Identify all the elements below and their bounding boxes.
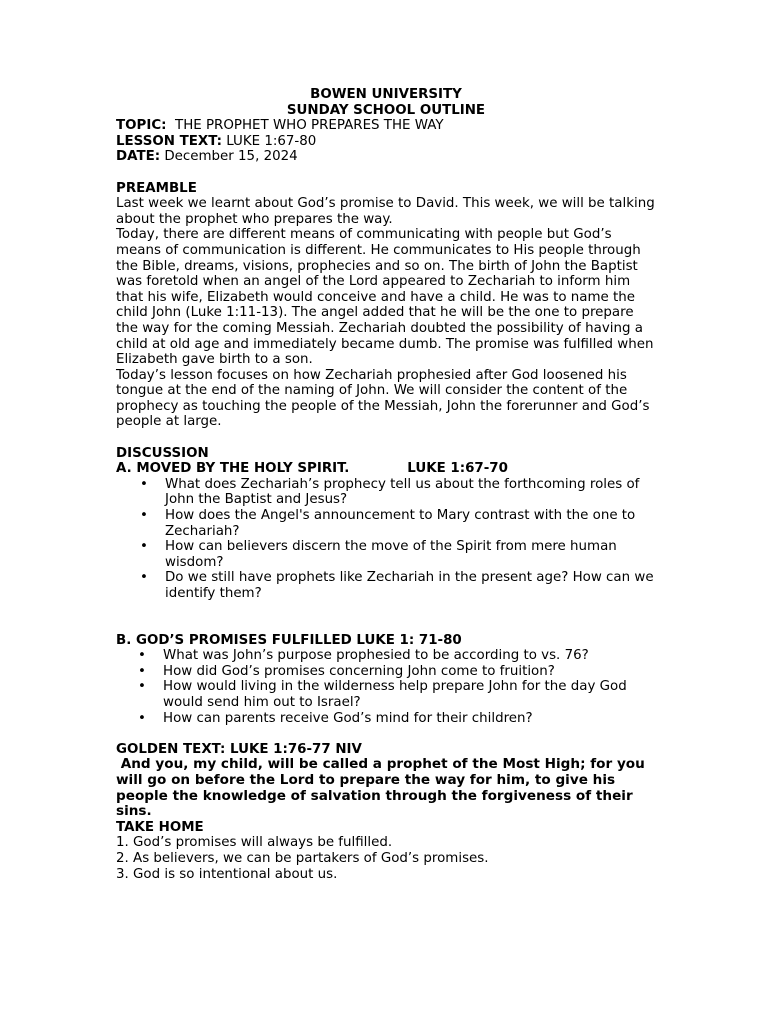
lesson-text-line — [116, 134, 656, 150]
section-b-questions — [116, 648, 656, 726]
lesson-text-value: LUKE 1:67-80 — [226, 133, 317, 149]
discussion-heading: DISCUSSION — [116, 445, 209, 461]
preamble-paragraph: Last week we learnt about God’s promise to David. This week, we will be talking about the prophet who prepares the way. — [116, 196, 655, 227]
list-item: • What was John’s purpose prophesied to be according to vs. 76? — [116, 648, 656, 664]
take-home-item: 2. As believers, we can be partakers of God’s promises. — [116, 850, 489, 866]
section-a-questions — [116, 477, 656, 602]
spacer — [116, 726, 656, 742]
preamble-paragraph: Today’s lesson focuses on how Zechariah prophesied after God loosened his tongue at the end of the naming of John. We will consider the content of the prophecy as touching the people of the Messiah, John the forerunner and God’s people at large. — [116, 367, 650, 430]
list-item: • How can believers discern the move of the Spirit from mere human wisdom? — [116, 539, 656, 570]
take-home-heading: TAKE HOME — [116, 819, 204, 835]
spacer — [116, 165, 656, 181]
topic-value: THE PROPHET WHO PREPARES THE WAY — [175, 118, 444, 134]
topic-label: TOPIC: — [116, 118, 167, 134]
take-home-item: 3. God is so intentional about us. — [116, 866, 338, 882]
date-line — [116, 149, 656, 165]
section-a-title: A. MOVED BY THE HOLY SPIRIT. — [116, 461, 350, 477]
outline-title: SUNDAY SCHOOL OUTLINE — [286, 102, 486, 118]
document-content — [116, 87, 656, 882]
spacer — [116, 602, 656, 633]
list-item: • Do we still have prophets like Zechariah in the present age? How can we identify them? — [116, 570, 656, 601]
section-a-heading — [116, 461, 656, 477]
section-a-reference: LUKE 1:67-70 — [407, 461, 508, 477]
take-home-item: 1. God’s promises will always be fulfilled. — [116, 835, 393, 851]
list-item: • What does Zechariah’s prophecy tell us about the forthcoming roles of John the Baptist and Jesus? — [116, 477, 656, 508]
lesson-text-label: LESSON TEXT: — [116, 133, 222, 149]
golden-text-body: And you, my child, will be called a prophet of the Most High; for you will go on before the Lord to prepare the way for him, to give his people the knowledge of salvation through the forgiveness of their sins. — [116, 756, 650, 820]
preamble-heading: PREAMBLE — [116, 180, 197, 196]
section-b-heading: B. GOD’S PROMISES FULFILLED LUKE 1: 71-80 — [116, 632, 462, 648]
date-value: December 15, 2024 — [164, 149, 298, 165]
list-item: • How does the Angel's announcement to Mary contrast with the one to Zechariah? — [116, 508, 656, 539]
spacer — [116, 430, 656, 446]
list-item: • How would living in the wilderness help prepare John for the day God would send him out to Israel? — [116, 679, 656, 710]
golden-text-heading: GOLDEN TEXT: LUKE 1:76-77 NIV — [116, 741, 362, 757]
university-title: BOWEN UNIVERSITY — [310, 87, 462, 102]
date-label: DATE: — [116, 149, 161, 165]
list-item: • How can parents receive God’s mind for their children? — [116, 711, 656, 727]
list-item: • How did God’s promises concerning John come to fruition? — [116, 664, 656, 680]
topic-line — [116, 118, 656, 134]
preamble-paragraph: Today, there are different means of communicating with people but God’s means of communication is different. He communicates to His people through the Bible, dreams, visions, prophecies and so on. The birth of John the Baptist was foretold when an angel of the Lord appeared to Zechariah to inform him that his wife, Elizabeth would conceive and have a child. He was to name the child John (Luke 1:11-13). The angel added that he will be the one to prepare the way for the coming Messiah. Zechariah doubted the possibility of having a child at old age and immediately became dumb. The promise was fulfilled when Elizabeth gave birth to a son. — [116, 227, 654, 368]
